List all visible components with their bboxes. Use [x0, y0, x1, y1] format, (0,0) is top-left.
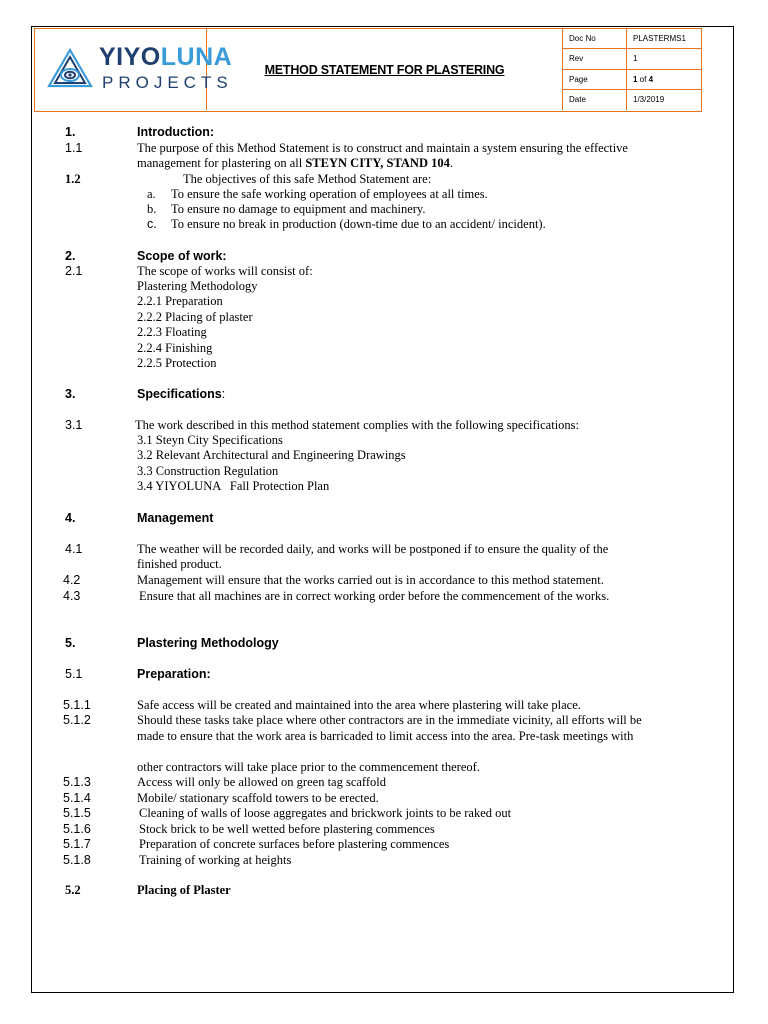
subsection-number: 5.1 — [65, 667, 83, 681]
document-meta — [563, 29, 701, 110]
item-number: 5.1.6 — [63, 822, 91, 836]
list-item: Plastering Methodology — [137, 279, 258, 293]
meta-key: Rev — [563, 49, 627, 68]
list-item: To ensure the safe working operation of employees at all times. — [171, 187, 488, 201]
paragraph-number: 3.1 — [65, 418, 83, 432]
item-text: Training of working at heights — [139, 853, 292, 867]
subsection-heading: Preparation: — [137, 667, 211, 681]
list-item: 2.2.1 Preparation — [137, 294, 223, 308]
item-number: 5.1.5 — [63, 806, 91, 820]
section-heading: Specifications: — [137, 387, 226, 401]
paragraph-number: 1.1 — [65, 141, 83, 155]
section-heading: Introduction: — [137, 125, 215, 139]
meta-key: Doc No — [563, 29, 627, 48]
meta-value: 1 — [633, 54, 638, 64]
list-item: The scope of works will consist of: — [137, 264, 313, 278]
item-text: made to ensure that the work area is barricaded to limit access into the area. Pre-task meetings with — [137, 729, 634, 743]
item-number: 5.1.2 — [63, 713, 91, 727]
section-number: 4. — [65, 511, 76, 525]
item-text: Cleaning of walls of loose aggregates and brickwork joints to be raked out — [139, 806, 512, 820]
meta-row-doc-no — [563, 29, 701, 49]
section-number: 3. — [65, 387, 76, 401]
paragraph-number: 2.1 — [65, 264, 83, 278]
paragraph-number: 4.3 — [63, 589, 81, 603]
title-cell — [207, 29, 563, 110]
paragraph-number: 1.2 — [65, 172, 81, 186]
paragraph-text: management for plastering on all STEYN CITY, STAND 104. — [137, 156, 453, 170]
meta-key: Page — [563, 70, 627, 89]
list-item: 3.2 Relevant Architectural and Engineering Drawings — [137, 448, 406, 462]
company-logo — [35, 29, 233, 110]
paragraph-text: The objectives of this safe Method Statement are: — [183, 172, 432, 186]
item-text: Access will only be allowed on green tag scaffold — [137, 775, 386, 789]
paragraph-number: 4.2 — [63, 573, 81, 587]
list-item: 2.2.5 Protection — [137, 356, 217, 370]
list-item: 3.1 Steyn City Specifications — [137, 433, 283, 447]
list-item: 3.3 Construction Regulation — [137, 464, 279, 478]
logo-spiral-icon — [47, 48, 93, 88]
section-heading: Plastering Methodology — [137, 636, 279, 650]
item-text: Should these tasks take place where other contractors are in the immediate vicinity, all efforts will be — [137, 713, 642, 727]
item-text: Mobile/ stationary scaffold towers to be erected. — [137, 791, 379, 805]
list-item: 3.4 YIYOLUNA Fall Protection Plan — [137, 479, 330, 493]
meta-key: Date — [563, 90, 627, 110]
list-item: The work described in this method statement complies with the following specifications: — [135, 418, 580, 432]
item-number: 5.1.8 — [63, 853, 91, 867]
paragraph-text: The weather will be recorded daily, and works will be postponed if to ensure the quality of the — [137, 542, 609, 556]
item-number: 5.1.1 — [63, 698, 91, 712]
meta-row-date — [563, 90, 701, 110]
paragraph-text: Management will ensure that the works carried out is in accordance to this method statement. — [137, 573, 604, 587]
item-number: 5.1.4 — [63, 791, 91, 805]
paragraph-text: Ensure that all machines are in correct working order before the commencement of the works. — [139, 589, 610, 603]
list-item: To ensure no break in production (down-time due to an accident/ incident). — [171, 217, 546, 231]
meta-value: 1/3/2019 — [633, 95, 665, 105]
list-item: 2.2.4 Finishing — [137, 341, 213, 355]
list-item: 2.2.3 Floating — [137, 325, 207, 339]
list-marker: b. — [147, 202, 157, 216]
paragraph-number: 4.1 — [65, 542, 83, 556]
logo-wordmark-top: YIYOLUNA — [99, 43, 233, 71]
section-number: 1. — [65, 125, 76, 139]
meta-value: 1 of 4 — [633, 74, 654, 84]
meta-row-page — [563, 70, 701, 90]
list-marker: c. — [147, 217, 157, 231]
subsection-heading: Placing of Plaster — [137, 883, 231, 897]
list-item: 2.2.2 Placing of plaster — [137, 310, 253, 324]
section-heading: Scope of work: — [137, 249, 227, 263]
logo-wordmark-bottom: PROJECTS — [102, 73, 233, 92]
section-number: 2. — [65, 249, 76, 263]
item-text: other contractors will take place prior to the commencement thereof. — [137, 760, 480, 774]
subsection-number: 5.2 — [65, 883, 81, 897]
meta-row-rev — [563, 49, 701, 69]
item-text: Preparation of concrete surfaces before plastering commences — [139, 837, 450, 851]
section-number: 5. — [65, 636, 76, 650]
paragraph-text: finished product. — [137, 557, 222, 571]
item-number: 5.1.7 — [63, 837, 91, 851]
document-header — [34, 28, 702, 112]
list-item: To ensure no damage to equipment and machinery. — [171, 202, 426, 216]
item-number: 5.1.3 — [63, 775, 91, 789]
section-heading: Management — [137, 511, 214, 525]
item-text: Safe access will be created and maintained into the area where plastering will take place. — [137, 698, 581, 712]
document-title: METHOD STATEMENT FOR PLASTERING — [264, 62, 505, 77]
paragraph-text: The purpose of this Method Statement is to construct and maintain a system ensuring the effective — [137, 141, 628, 155]
list-marker: a. — [147, 187, 156, 201]
meta-value: PLASTERMS1 — [633, 34, 686, 44]
item-text: Stock brick to be well wetted before plastering commences — [139, 822, 435, 836]
